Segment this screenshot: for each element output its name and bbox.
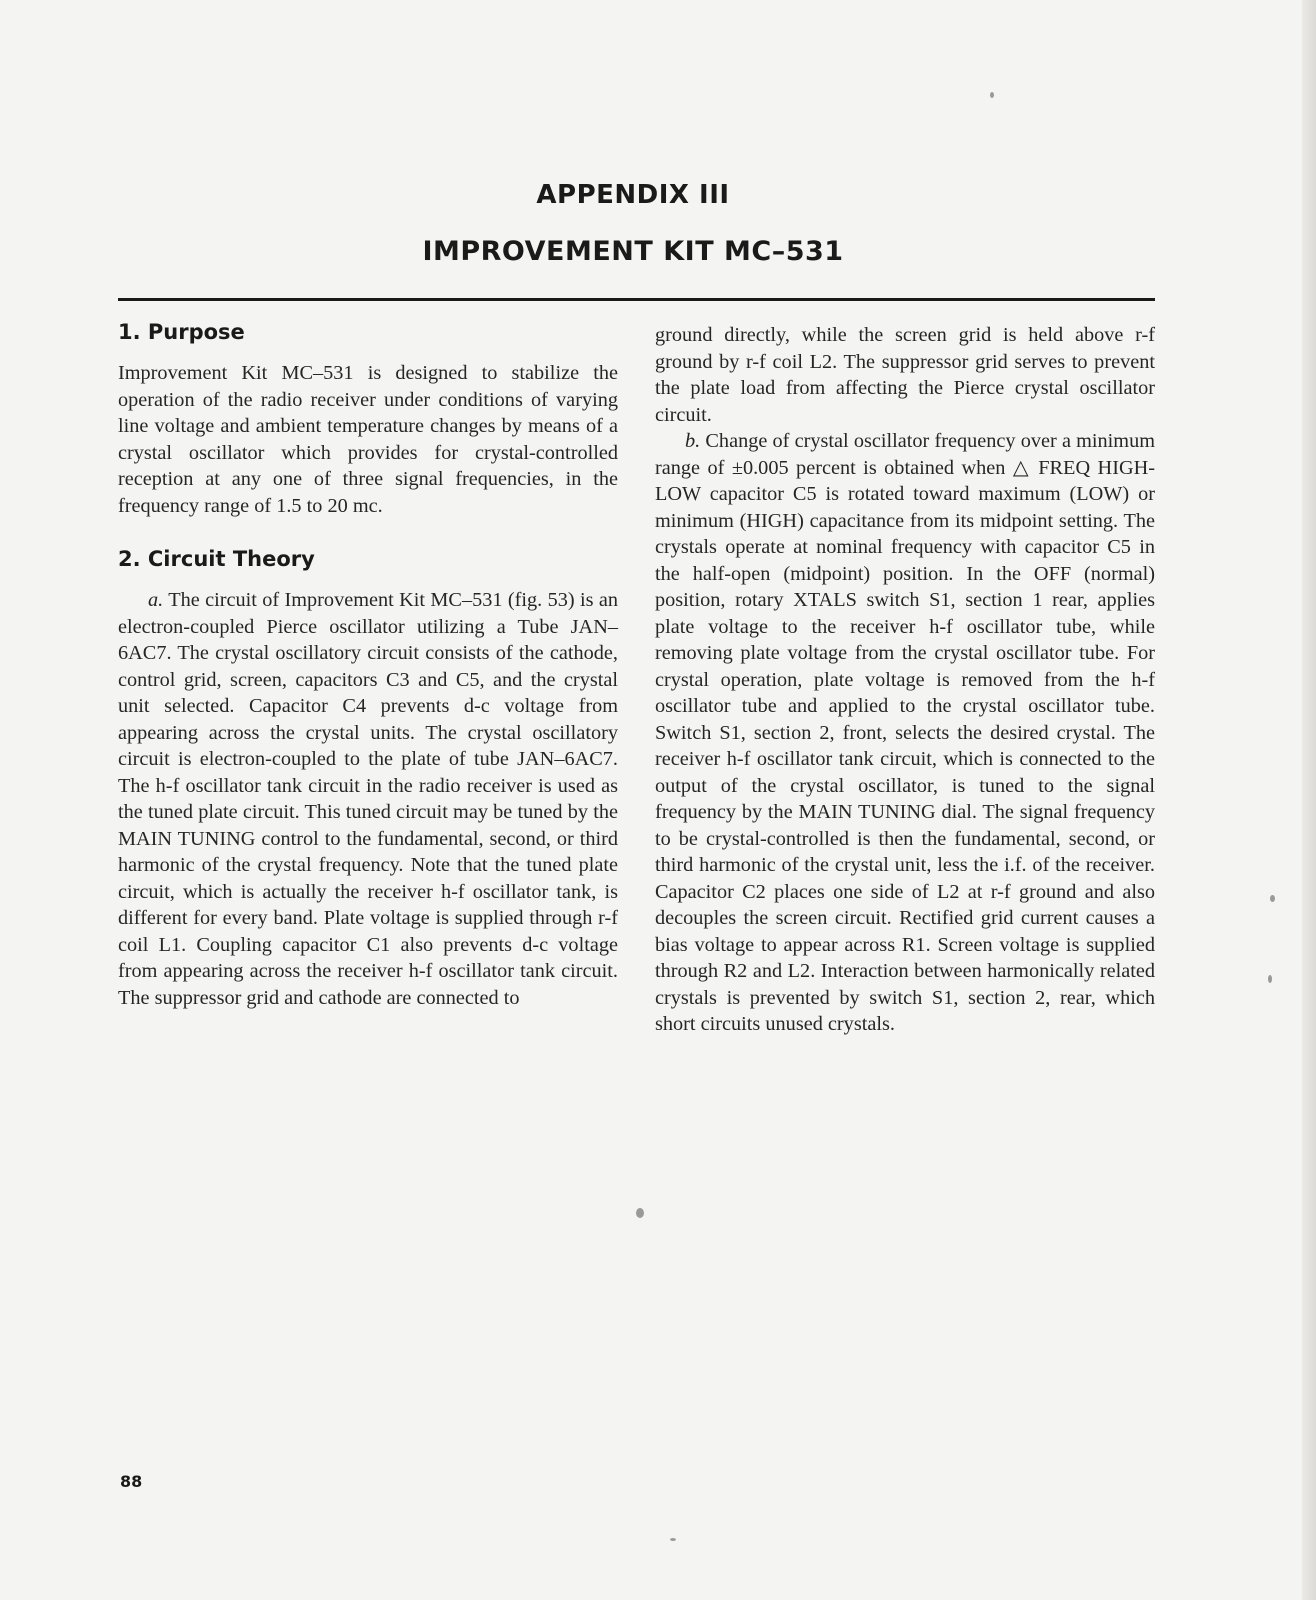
purpose-heading: 1. Purpose xyxy=(118,320,245,344)
appendix-title: APPENDIX III xyxy=(536,180,730,210)
scan-speck xyxy=(990,92,994,98)
paragraph-b-text: Change of crystal oscillator frequency over a minimum range of ±0.005 percent is obtained when △ FREQ HIGH-LOW capacitor C5 is rotated toward maximum (LOW) or minimum (HIGH) capacitance from its midpoint setting. The crystals operate at nominal frequency with capacitor C5 in the half-open (midpoint) position. In the OFF (normal) position, rotary XTALS switch S1, section 1 rear, applies plate voltage to the receiver h-f oscillator tube, while removing plate voltage from the crystal oscillator tube. For crystal operation, plate voltage is removed from the h-f oscillator tube and applied to the crystal oscillator tube. Switch S1, section 2, front, selects the desired crystal. The receiver h-f oscillator tank circuit, which is connected to the output of the crystal oscillator, is tuned to the signal frequency by the MAIN TUNING dial. The signal frequency to be crystal-controlled is then the fundamental, second, or third harmonic of the crystal unit, less the i.f. of the receiver. Capacitor C2 places one side of L2 at r-f ground and also decouples the screen circuit. Rectified grid current causes a bias voltage to appear across R1. Screen voltage is supplied through R2 and L2. Interaction between harmonically related crystals is prevented by switch S1, section 2, rear, which short circuits unused crystals. xyxy=(655,430,1155,1035)
right-column xyxy=(655,322,1155,1038)
purpose-paragraph: Improvement Kit MC–531 is designed to stabilize the operation of the radio receiver under conditions of varying line voltage and ambient temperature changes by means of a crystal oscillator which provides for crystal-controlled reception at any one of three signal frequencies, in the frequency range of 1.5 to 20 mc. xyxy=(118,362,618,517)
scan-speck xyxy=(670,1538,676,1541)
kit-title: IMPROVEMENT KIT MC–531 xyxy=(422,236,844,267)
left-column xyxy=(118,318,618,1011)
circuit-theory-paragraph-a-continued: ground directly, while the screen grid is held above r-f ground by r-f coil L2. The suppressor grid serves to prevent the plate load from affecting the Pierce crystal oscillator circuit. xyxy=(655,324,1155,426)
title-rule xyxy=(118,298,1155,301)
paragraph-b-label: b. xyxy=(685,430,701,452)
circuit-theory-heading: 2. Circuit Theory xyxy=(118,547,315,571)
circuit-theory-paragraph-b xyxy=(655,428,1155,1038)
scan-speck xyxy=(1268,975,1272,983)
paragraph-a-label: a. xyxy=(148,589,164,611)
scan-speck xyxy=(1270,895,1275,902)
scan-speck xyxy=(636,1208,644,1218)
page-number: 88 xyxy=(120,1472,143,1491)
page-edge xyxy=(1302,0,1316,1600)
circuit-theory-paragraph-a xyxy=(118,587,618,1011)
paragraph-a-text: The circuit of Improvement Kit MC–531 (fig. 53) is an electron-coupled Pierce oscillator utilizing a Tube JAN–6AC7. The crystal oscillatory circuit consists of the cathode, control grid, screen, capacitors C3 and C5, and the crystal unit selected. Capacitor C4 prevents d-c voltage from appearing across the crystal units. The crystal oscillatory circuit is electron-coupled to the plate of tube JAN–6AC7. The h-f oscillator tank circuit in the radio receiver is used as the tuned plate circuit. This tuned circuit may be tuned by the MAIN TUNING control to the fundamental, second, or third harmonic of the crystal frequency. Note that the tuned plate circuit, which is actually the receiver h-f oscillator tank, is different for every band. Plate voltage is supplied through r-f coil L1. Coupling capacitor C1 also prevents d-c voltage from appearing across the receiver h-f oscillator tank circuit. The suppressor grid and cathode are connected to xyxy=(118,589,618,1009)
